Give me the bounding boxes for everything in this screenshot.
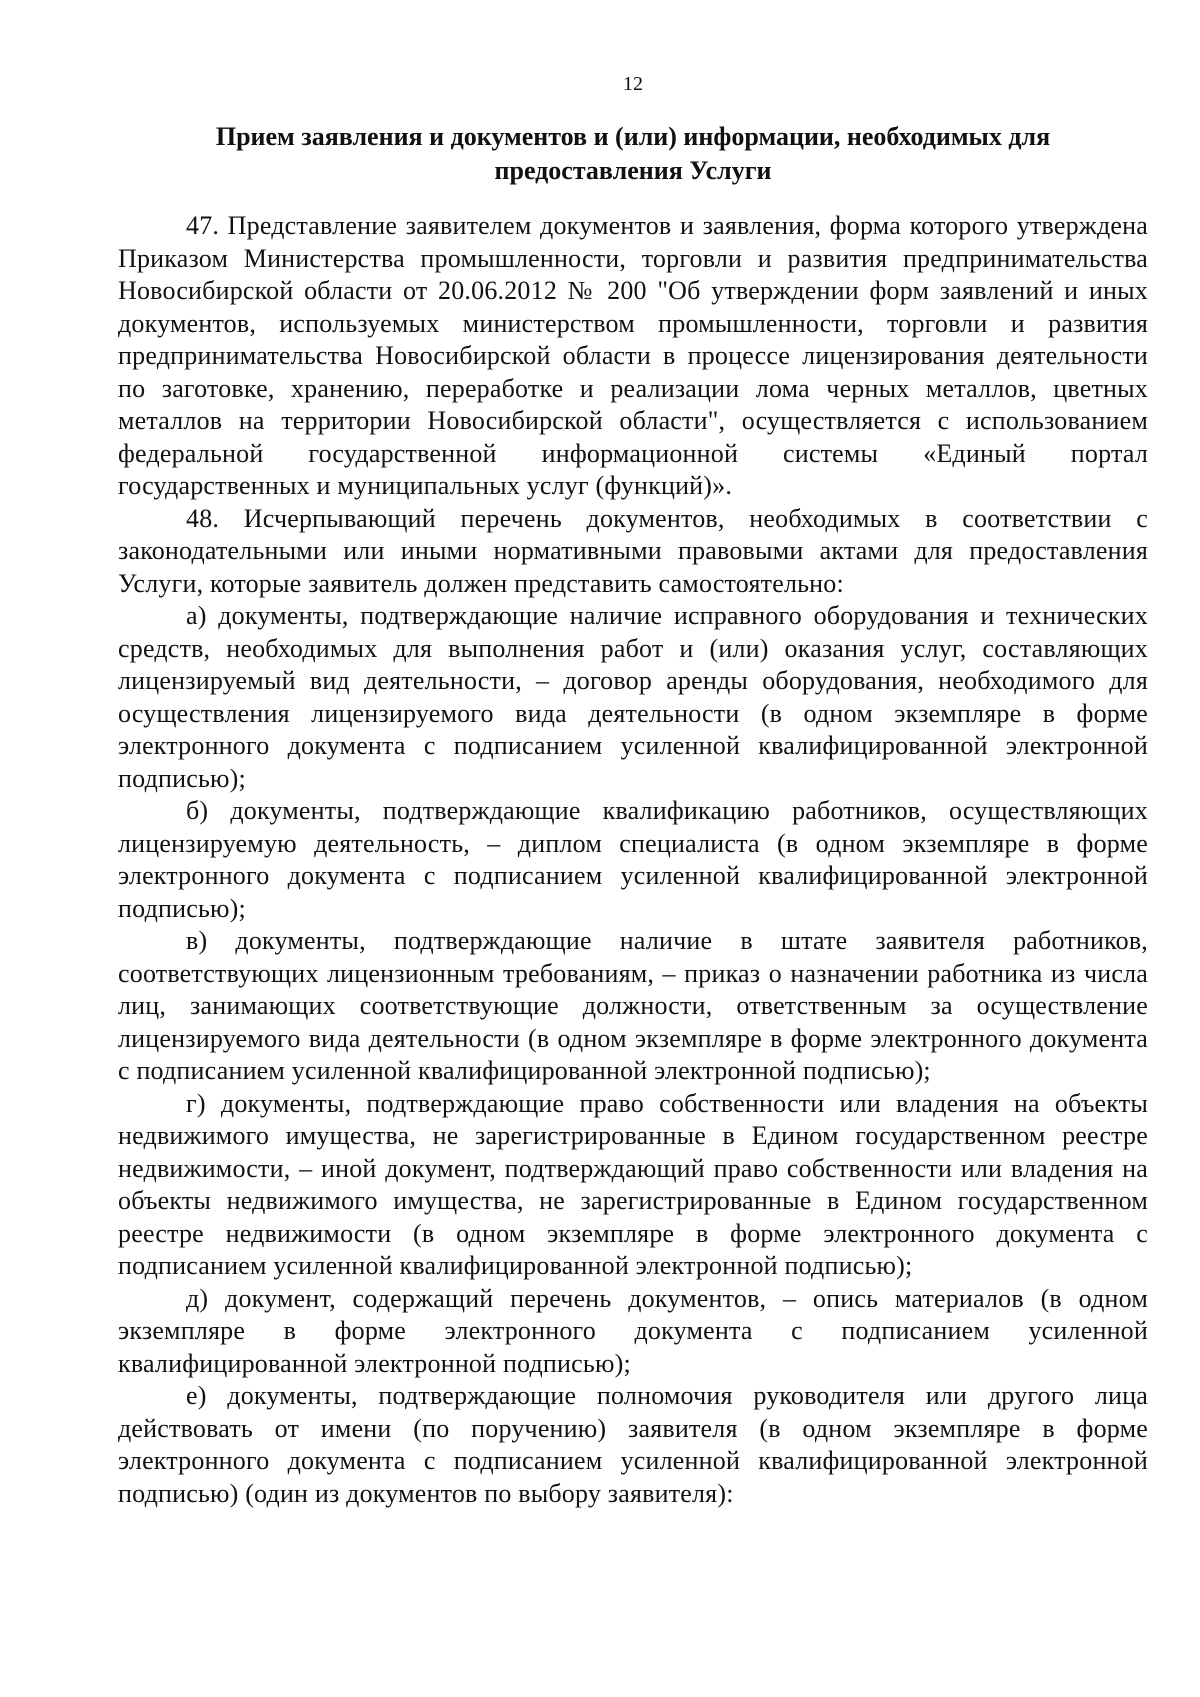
paragraph-48: 48. Исчерпывающий перечень документов, необходимых в соответствии с законодательными или иными нормативными правовыми актами для предоставления Услуги, которые заявитель должен представить самостоятельно:: [118, 503, 1148, 598]
list-item-g: г) документы, подтверждающие право собственности или владения на объекты недвижимого имущества, не зарегистрированные в Едином государственном реестре недвижимости, – иной документ, подтверждающий право собственности или владения на объекты недвижимого имущества, не зарегистрированные в Едином государственном реестре недвижимости (в одном экземпляре в форме электронного документа с подписанием усиленной квалифицированной электронной подписью);: [118, 1088, 1148, 1280]
list-item-a: а) документы, подтверждающие наличие исправного оборудования и технических средств, необходимых для выполнения работ и (или) оказания услуг, составляющих лицензируемый вид деятельности, – договор аренды оборудования, необходимого для осуществления лицензируемого вида деятельности (в одном экземпляре в форме электронного документа с подписанием усиленной квалифицированной электронной подписью);: [118, 601, 1148, 793]
list-item-e: е) документы, подтверждающие полномочия руководителя или другого лица действовать от имени (по поручению) заявителя (в одном экземпляре в форме электронного документа с подписанием усиленной квалифицированной электронной подписью) (один из документов по выбору заявителя):: [118, 1381, 1148, 1508]
section-heading-line-2: предоставления Услуги: [494, 156, 772, 185]
section-heading-line-1: Прием заявления и документов и (или) информации, необходимых для: [215, 122, 1051, 151]
paragraph-47: 47. Представление заявителем документов и заявления, форма которого утверждена Приказом Министерства промышленности, торговли и развития предпринимательства Новосибирской области от 20.06.2012 № 200 "Об утверждении форм заявлений и иных документов, используемых министерством промышленности, торговли и развития предпринимательства Новосибирской области в процессе лицензирования деятельности по заготовке, хранению, переработке и реализации лома черных металлов, цветных металлов на территории Новосибирской области", осуществляется с использованием федеральной государственной информационной системы «Единый портал государственных и муниципальных услуг (функций)».: [118, 211, 1148, 500]
document-body: [118, 210, 1148, 1510]
page-number: 12: [623, 73, 643, 95]
list-item-b: б) документы, подтверждающие квалификацию работников, осуществляющих лицензируемую деятельность, – диплом специалиста (в одном экземпляре в форме электронного документа с подписанием усиленной квалифицированной электронной подписью);: [118, 796, 1148, 923]
list-item-d: д) документ, содержащий перечень документов, – опись материалов (в одном экземпляре в форме электронного документа с подписанием усиленной квалифицированной электронной подписью);: [118, 1283, 1148, 1378]
list-item-v: в) документы, подтверждающие наличие в штате заявителя работников, соответствующих лицензионным требованиям, – приказ о назначении работника из числа лиц, занимающих соответствующие должности, ответственным за осуществление лицензируемого вида деятельности (в одном экземпляре в форме электронного документа с подписанием усиленной квалифицированной электронной подписью);: [118, 926, 1148, 1085]
section-heading: [118, 120, 1148, 188]
